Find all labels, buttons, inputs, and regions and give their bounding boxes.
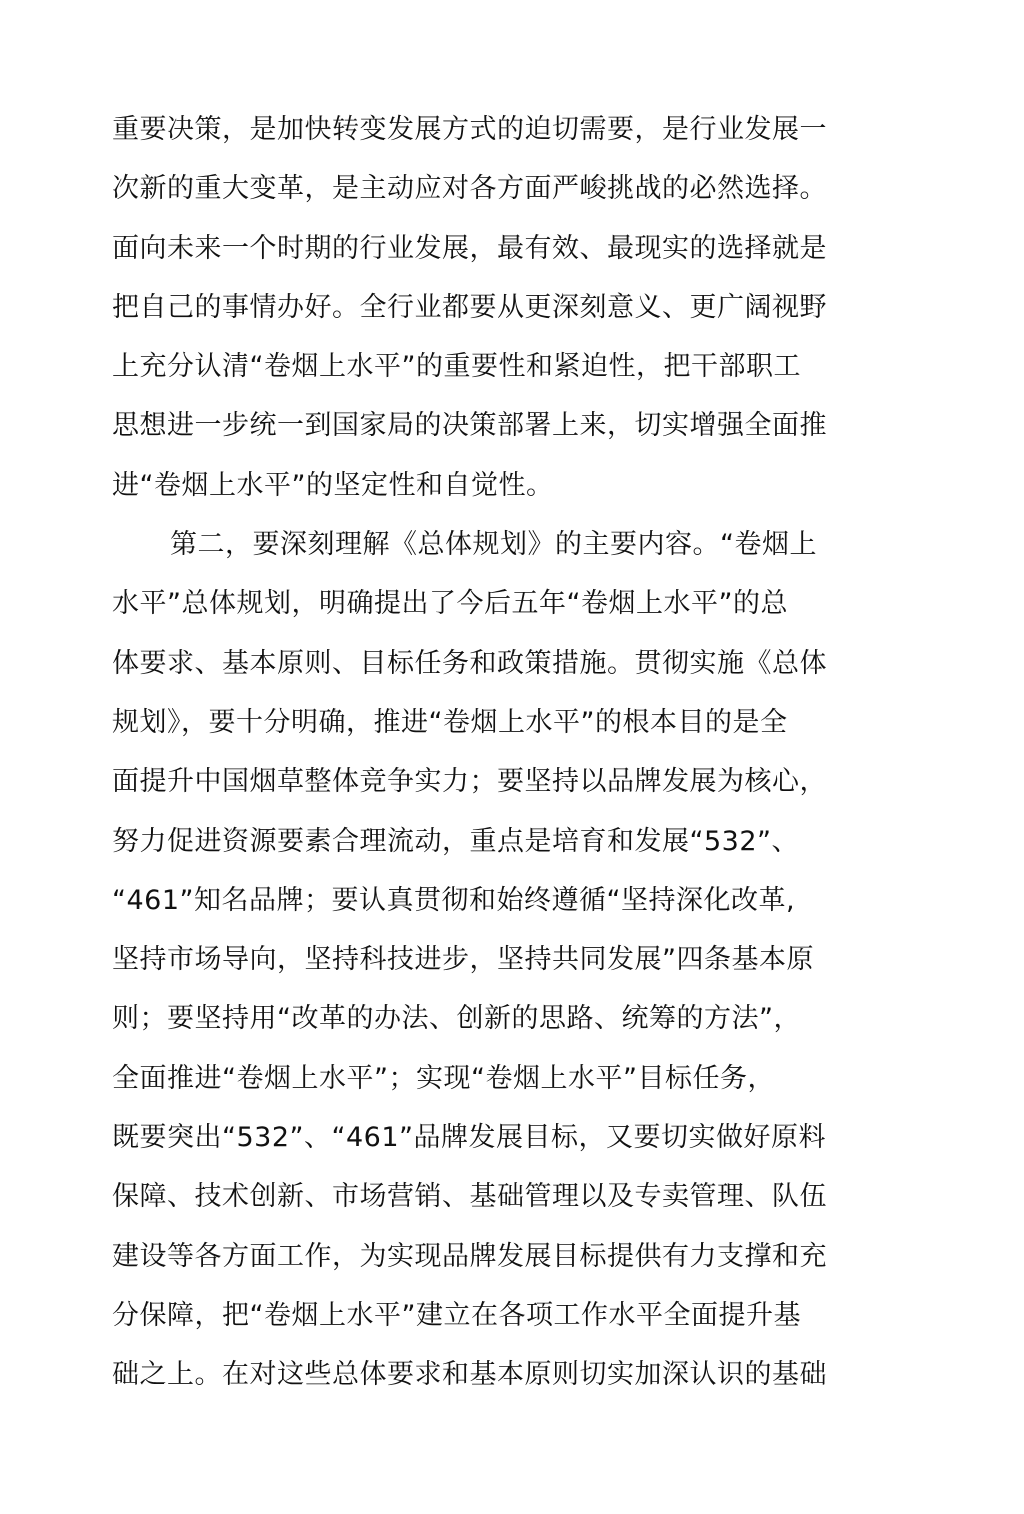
- paragraph-start-line: 第二，要深刻理解《总体规划》的主要内容。“卷烟上: [170, 529, 817, 561]
- text-line: 规划》，要十分明确，推进“卷烟上水平”的根本目的是全: [112, 706, 788, 738]
- text-line: 坚持市场导向，坚持科技进步，坚持共同发展”四条基本原: [112, 944, 814, 976]
- text-line: 上充分认清“卷烟上水平”的重要性和紧迫性，把干部职工: [112, 351, 801, 383]
- text-line: 把自己的事情办好。全行业都要从更深刻意义、更广阔视野: [112, 291, 827, 323]
- text-line: 全面推进“卷烟上水平”；实现“卷烟上水平”目标任务，: [112, 1062, 775, 1094]
- text-line: 础之上。在对这些总体要求和基本原则切实加深认识的基础: [112, 1359, 827, 1391]
- text-line: 分保障，把“卷烟上水平”建立在各项工作水平全面提升基: [112, 1299, 801, 1331]
- text-line: 体要求、基本原则、目标任务和政策措施。贯彻实施《总体: [112, 647, 827, 679]
- text-line: 次新的重大变革，是主动应对各方面严峻挑战的必然选择。: [112, 173, 827, 205]
- text-line: 进“卷烟上水平”的坚定性和自觉性。: [112, 469, 554, 501]
- text-line: 水平”总体规划，明确提出了今后五年“卷烟上水平”的总: [112, 588, 788, 620]
- text-line: 思想进一步统一到国家局的决策部署上来，切实增强全面推: [112, 410, 827, 442]
- text-line: 建设等各方面工作，为实现品牌发展目标提供有力支撑和充: [112, 1240, 827, 1272]
- text-line: 既要突出“532”、“461”品牌发展目标，又要切实做好原料: [112, 1122, 827, 1154]
- text-line: 重要决策，是加快转变发展方式的迫切需要，是行业发展一: [112, 114, 827, 145]
- text-line: 保障、技术创新、市场营销、基础管理以及专卖管理、队伍: [112, 1181, 827, 1213]
- text-line: 面向未来一个时期的行业发展，最有效、最现实的选择就是: [112, 232, 827, 264]
- text-line: 则；要坚持用“改革的办法、创新的思路、统筹的方法”，: [112, 1003, 801, 1035]
- text-line: 面提升中国烟草整体竞争实力；要坚持以品牌发展为核心，: [112, 766, 827, 798]
- body-text: [112, 100, 872, 1405]
- text-line: “461”知名品牌；要认真贯彻和始终遵循“坚持深化改革,: [112, 884, 796, 916]
- text-line: 努力促进资源要素合理流动，重点是培育和发展“532”、: [112, 825, 800, 857]
